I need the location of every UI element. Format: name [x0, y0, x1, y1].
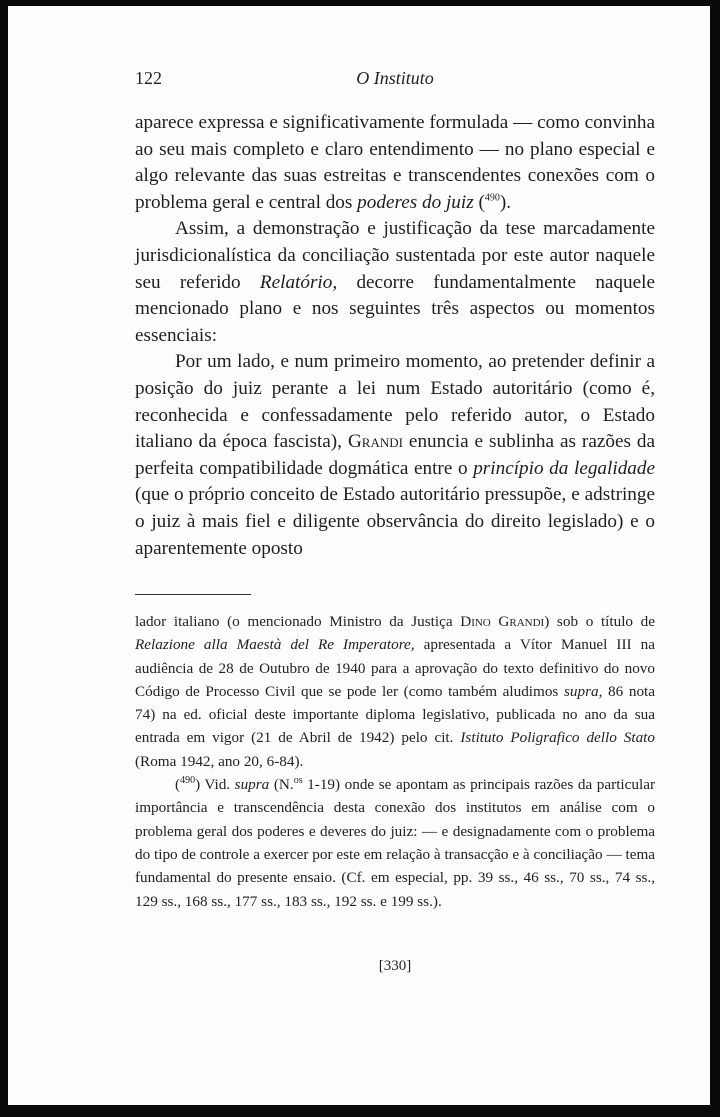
paragraph-3-italic: princípio da legalidade — [473, 457, 655, 479]
main-text — [135, 110, 655, 562]
paragraph-3-text: Por um lado, e num primeiro momento, ao pretender definir a posição do juiz perante a lei num Estado autoritário (como é, reconhecida e confessadamente pelo referido autor, o Estado italiano da época fascista), — [135, 351, 655, 453]
paragraph-1-text: aparece expressa e significativamente formulada — como convinha ao seu mais completo e claro entendimento — no plano especial e algo relevante das suas estreitas e transcendentes conexões com o problema geral e central dos — [135, 112, 655, 213]
paragraph-1-text-c: ). — [499, 191, 512, 213]
footnote-1-italic-b: supra, — [563, 682, 603, 700]
paragraph-3-text-b: enuncia e sublinha as razões da perfeita compatibilidade dogmática entre o — [135, 431, 655, 479]
footnote-2-italic: supra — [234, 776, 270, 794]
footnote-2-text-c: 1-19) onde se apontam as principais razões da particular importância e transcendência desta conexão dos institutos em análise com o problema geral dos poderes e deveres do juiz: — e designadamente com o problema do tipo de controle a exercer por este em relação à transacção e à conciliação — tema fundamental do presente ensaio. (Cf. em especial, pp. 39 ss., 46 ss., 70 ss., 74 ss., 129 ss., 168 ss., 177 ss., 183 ss., 192 ss. e 199 ss.). — [135, 776, 655, 910]
paragraph-3-text-c: (que o próprio conceito de Estado autoritário pressupõe, e adstringe o juiz à mais fiel e diligente observância do direito legislado) e o aparentemente oposto — [135, 484, 655, 559]
footnote-1-text-e: (Roma 1942, ano 20, 6-84). — [135, 752, 304, 770]
folio-number: [330] — [378, 958, 412, 974]
page-header — [135, 64, 655, 94]
paragraph-1-text-b: ( — [473, 191, 485, 213]
footnote-2-text: ) Vid. — [195, 776, 235, 794]
paragraph-2-text: Assim, a demonstração e justificação da tese marcadamente jurisdicionalística da conciliação sustentada por este autor naquele seu referido — [135, 218, 655, 293]
paragraph-2-text-b: decorre fundamentalmente naquele mencionado plano e nos seguintes três aspectos ou momentos essenciais: — [135, 271, 655, 346]
footnote-continued — [135, 610, 655, 773]
footnote-1-italic-a: Relazione alla Maestà del Re Imperatore, — [135, 636, 415, 654]
paragraph-1 — [135, 110, 655, 216]
footnote-1-text-d: 86 nota 74) na ed. oficial deste importante diploma legislativo, publicada no ano da sua entrada em vigor (21 de Abril de 1942) pelo cit. — [135, 682, 656, 747]
footnote-2-open: ( — [175, 776, 181, 794]
footnote-1-author: Dino Grandi — [460, 613, 545, 630]
footnote-reference: 490 — [484, 192, 500, 204]
paragraph-1-italic: poderes do juiz — [357, 191, 474, 213]
footnote-rule — [135, 594, 251, 595]
paragraph-3-author: Grandi — [347, 431, 403, 453]
footnote-2-text-b: (N. — [269, 776, 294, 794]
page-number: 122 — [135, 68, 162, 88]
footnote-1-text: lador italiano (o mencionado Ministro da Justiça — [135, 613, 461, 630]
footnote-1-text-c: apresentada a Vítor Manuel III na audiência de 28 de Outubro de 1940 para a aprovação do texto definitivo do novo Código de Processo Civil que se pode ler (como também aludimos — [135, 636, 655, 700]
paragraph-2 — [135, 216, 655, 349]
footnote-1-text-b: ) sob o título de — [544, 613, 655, 630]
footnote-2-number: 490 — [180, 775, 196, 787]
footnote-490 — [135, 773, 655, 913]
footnote-2-ordinal: os — [293, 775, 303, 787]
footnote-1-italic-c: Istituto Poligrafico dello Stato — [460, 729, 655, 747]
paragraph-2-italic: Relatório, — [259, 271, 338, 293]
footnotes — [135, 610, 655, 913]
running-title: O Instituto — [356, 68, 434, 88]
paragraph-3 — [135, 349, 655, 562]
